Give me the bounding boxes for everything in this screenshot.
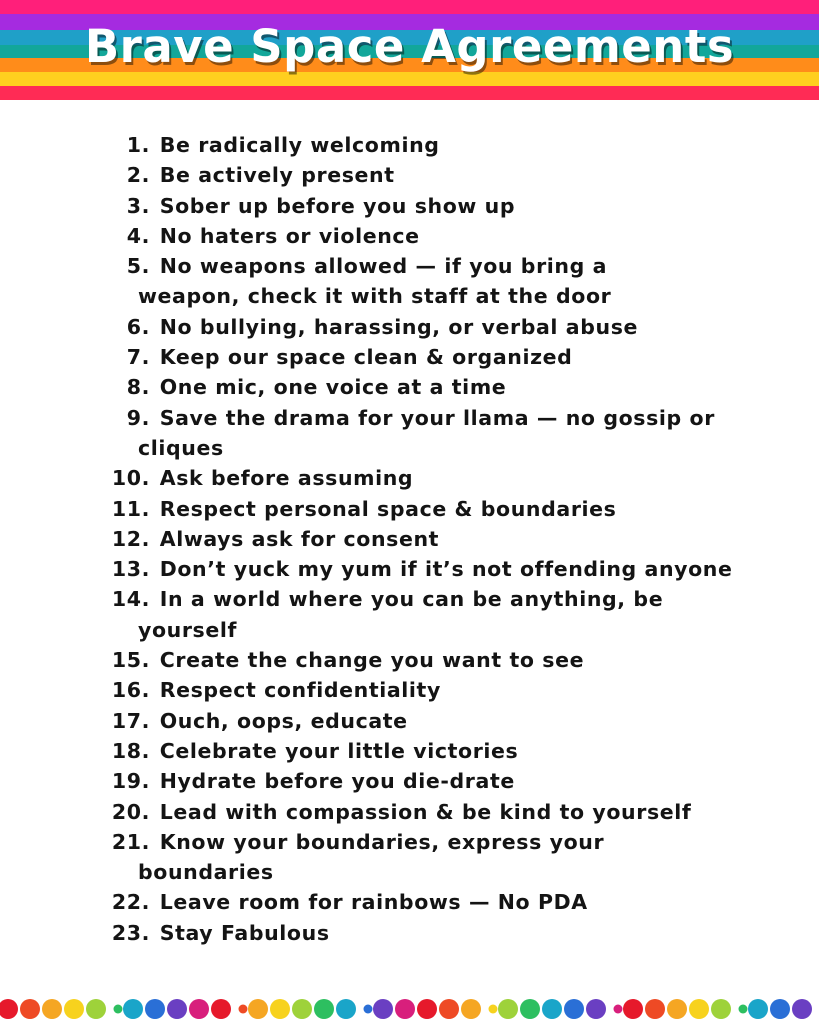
agreement-number: 19. bbox=[111, 769, 150, 794]
agreement-number: 4. bbox=[126, 223, 150, 248]
agreement-text-line: No bullying, harassing, or verbal abuse bbox=[152, 314, 639, 339]
border-dot bbox=[520, 999, 540, 1019]
border-dot bbox=[645, 999, 665, 1019]
agreement-item bbox=[100, 372, 800, 402]
agreement-text-line: Hydrate before you die-drate bbox=[152, 769, 515, 794]
agreement-text-line: Know your boundaries, express your bbox=[152, 829, 605, 854]
agreement-number: 15. bbox=[111, 648, 150, 673]
agreement-item bbox=[100, 554, 800, 584]
agreement-item bbox=[100, 251, 800, 312]
agreement-text bbox=[152, 312, 800, 342]
agreement-text-line: Keep our space clean & organized bbox=[152, 345, 573, 370]
agreement-text-continuation: yourself bbox=[138, 617, 238, 642]
border-dot bbox=[739, 1005, 748, 1014]
dot-border bbox=[0, 996, 819, 1022]
agreement-text bbox=[138, 584, 800, 645]
border-dot bbox=[542, 999, 562, 1019]
border-dot bbox=[145, 999, 165, 1019]
agreement-text bbox=[152, 706, 800, 736]
agreement-text-line: Stay Fabulous bbox=[152, 920, 330, 945]
agreement-text-line: Ouch, oops, educate bbox=[152, 708, 408, 733]
agreement-text-line: Lead with compassion & be kind to yourself bbox=[152, 799, 692, 824]
agreement-text bbox=[152, 766, 800, 796]
agreement-text bbox=[152, 736, 800, 766]
agreement-text bbox=[152, 675, 800, 705]
agreement-item bbox=[100, 342, 800, 372]
border-dot bbox=[189, 999, 209, 1019]
border-dot bbox=[20, 999, 40, 1019]
agreement-text-line: Celebrate your little victories bbox=[152, 738, 519, 763]
agreement-number: 14. bbox=[111, 587, 150, 612]
agreement-number: 21. bbox=[111, 829, 150, 854]
agreement-item bbox=[100, 827, 800, 888]
border-dot bbox=[373, 999, 393, 1019]
agreement-text-line: One mic, one voice at a time bbox=[152, 375, 507, 400]
agreement-text bbox=[152, 887, 800, 917]
agreement-text bbox=[152, 554, 800, 584]
border-dot bbox=[623, 999, 643, 1019]
agreement-text bbox=[138, 251, 800, 312]
agreement-text-line: Create the change you want to see bbox=[152, 648, 585, 673]
agreement-text-line: Don’t yuck my yum if it’s not offending anyone bbox=[152, 557, 733, 582]
border-dot bbox=[248, 999, 268, 1019]
agreement-text-line: Be actively present bbox=[152, 163, 395, 188]
agreement-number: 23. bbox=[111, 920, 150, 945]
agreement-item bbox=[100, 706, 800, 736]
agreements-list bbox=[100, 130, 800, 948]
agreement-text bbox=[152, 918, 800, 948]
border-dot bbox=[0, 999, 18, 1019]
agreement-number: 20. bbox=[111, 799, 150, 824]
agreement-number: 11. bbox=[111, 496, 150, 521]
agreement-item bbox=[100, 403, 800, 464]
border-dot bbox=[314, 999, 334, 1019]
agreement-text bbox=[152, 494, 800, 524]
agreement-number: 5. bbox=[126, 254, 150, 279]
agreement-text bbox=[152, 160, 800, 190]
border-dot bbox=[114, 1005, 123, 1014]
agreement-item bbox=[100, 221, 800, 251]
agreement-text bbox=[152, 372, 800, 402]
agreement-text-continuation: weapon, check it with staff at the door bbox=[138, 284, 612, 309]
agreement-number: 6. bbox=[126, 314, 150, 339]
agreement-text-line: Always ask for consent bbox=[152, 526, 440, 551]
agreement-item bbox=[100, 675, 800, 705]
agreement-text-continuation: cliques bbox=[138, 435, 224, 460]
agreement-text-line: Respect confidentiality bbox=[152, 678, 441, 703]
border-dot bbox=[336, 999, 356, 1019]
agreement-text-line: No haters or violence bbox=[152, 223, 420, 248]
agreement-item bbox=[100, 312, 800, 342]
agreement-item bbox=[100, 191, 800, 221]
agreement-item bbox=[100, 524, 800, 554]
border-dot bbox=[586, 999, 606, 1019]
agreement-item bbox=[100, 584, 800, 645]
border-dot bbox=[395, 999, 415, 1019]
agreement-item bbox=[100, 463, 800, 493]
border-dot bbox=[86, 999, 106, 1019]
stripe-red bbox=[0, 86, 819, 100]
agreement-number: 16. bbox=[111, 678, 150, 703]
border-dot bbox=[211, 999, 231, 1019]
agreement-text-line: Save the drama for your llama — no gossip or bbox=[152, 405, 715, 430]
agreement-item bbox=[100, 494, 800, 524]
border-dot bbox=[792, 999, 812, 1019]
agreement-text bbox=[152, 463, 800, 493]
border-dot bbox=[270, 999, 290, 1019]
border-dot bbox=[689, 999, 709, 1019]
page-title: Brave Space Agreements bbox=[84, 20, 735, 73]
border-dot bbox=[711, 999, 731, 1019]
agreement-item bbox=[100, 645, 800, 675]
agreement-number: 18. bbox=[111, 738, 150, 763]
border-dot bbox=[167, 999, 187, 1019]
border-dot bbox=[489, 1005, 498, 1014]
rainbow-header bbox=[0, 0, 819, 100]
agreement-item bbox=[100, 766, 800, 796]
agreement-number: 3. bbox=[126, 193, 150, 218]
agreement-item bbox=[100, 797, 800, 827]
agreement-text bbox=[152, 130, 800, 160]
agreement-number: 8. bbox=[126, 375, 150, 400]
agreement-text-line: Be radically welcoming bbox=[152, 133, 440, 157]
border-dot bbox=[667, 999, 687, 1019]
agreement-item bbox=[100, 160, 800, 190]
agreement-text-line: No weapons allowed — if you bring a bbox=[152, 254, 608, 279]
agreement-text-line: In a world where you can be anything, be bbox=[152, 587, 664, 612]
border-dot bbox=[417, 999, 437, 1019]
border-dot bbox=[461, 999, 481, 1019]
agreement-item bbox=[100, 887, 800, 917]
agreement-number: 17. bbox=[111, 708, 150, 733]
border-dot bbox=[564, 999, 584, 1019]
agreement-text bbox=[152, 342, 800, 372]
agreement-text bbox=[138, 827, 800, 888]
agreement-number: 10. bbox=[111, 466, 150, 491]
border-dot bbox=[64, 999, 84, 1019]
agreement-text bbox=[152, 191, 800, 221]
agreement-number: 1. bbox=[126, 133, 150, 157]
agreement-number: 13. bbox=[111, 557, 150, 582]
border-dot bbox=[123, 999, 143, 1019]
border-dot bbox=[748, 999, 768, 1019]
agreement-item bbox=[100, 918, 800, 948]
agreement-text bbox=[152, 645, 800, 675]
agreement-text-line: Leave room for rainbows — No PDA bbox=[152, 890, 588, 915]
agreement-item bbox=[100, 736, 800, 766]
border-dot bbox=[42, 999, 62, 1019]
agreement-text-line: Ask before assuming bbox=[152, 466, 414, 491]
border-dot bbox=[439, 999, 459, 1019]
agreement-text bbox=[138, 403, 800, 464]
border-dot bbox=[498, 999, 518, 1019]
agreement-item bbox=[100, 130, 800, 160]
agreement-number: 2. bbox=[126, 163, 150, 188]
agreement-number: 12. bbox=[111, 526, 150, 551]
border-dot bbox=[364, 1005, 373, 1014]
border-dot bbox=[292, 999, 312, 1019]
border-dot bbox=[770, 999, 790, 1019]
agreement-text bbox=[152, 221, 800, 251]
agreement-text bbox=[152, 524, 800, 554]
agreement-text-line: Respect personal space & boundaries bbox=[152, 496, 617, 521]
agreement-text bbox=[152, 797, 800, 827]
agreement-text-line: Sober up before you show up bbox=[152, 193, 516, 218]
agreement-number: 9. bbox=[126, 405, 150, 430]
agreement-number: 7. bbox=[126, 345, 150, 370]
border-dot bbox=[614, 1005, 623, 1014]
agreement-number: 22. bbox=[111, 890, 150, 915]
agreement-text-continuation: boundaries bbox=[138, 860, 274, 885]
stripe-pink bbox=[0, 0, 819, 14]
border-dot bbox=[239, 1005, 248, 1014]
